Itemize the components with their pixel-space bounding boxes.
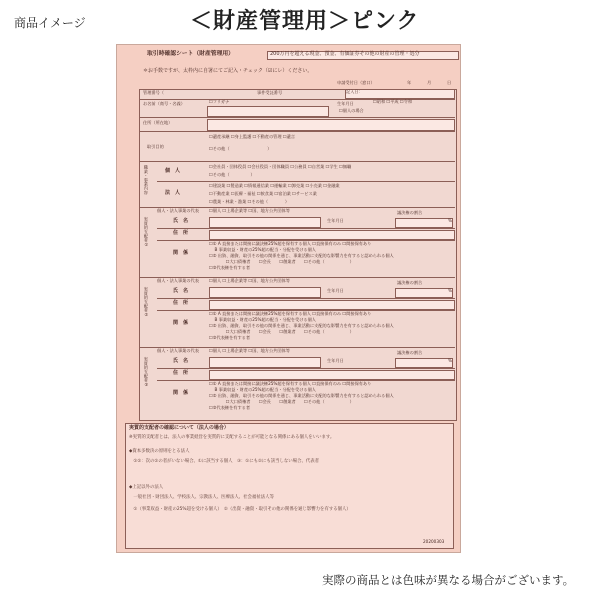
individual-label: 個 人 [165,168,181,174]
serial-number: 20200303 [423,539,445,544]
relation-line[interactable]: ☐③代表権を有する者 [209,335,251,340]
guide-line: ◆資本多数決の原則をとる法人 [129,449,190,454]
relation-line: B 事業収益・財産の25%超の配当・分配を受ける個人 [209,387,316,392]
controller-name-label: 氏 名 [173,218,189,224]
corporate-label: 法 人 [165,190,181,196]
controller-address-label: 住 所 [173,300,189,306]
controller-address-input[interactable] [209,370,455,380]
percent-sign: % [448,358,452,363]
controller-row-label: 個人・法人事業の代表 [157,208,199,213]
page-title: ＜財産管理用＞ピンク [190,9,420,34]
percent-sign: % [448,218,452,223]
controller-address-label: 住 所 [173,230,189,236]
corporate-options-2[interactable]: ☐不動産業 ☐医療・福祉 ☐飲食業 ☐宿泊業 ☐サービス業 [209,191,317,196]
controller-type-options[interactable]: ☐個人 ☐上場企業等 ☐国、地方公共団体等 [209,208,290,213]
relation-line: B 事業収益・財産の25%超の配当・分配を受ける個人 [209,247,316,252]
day-label: 日 [447,80,452,85]
era-options[interactable]: ☐昭和 ☐平成 ☐令和 [373,99,413,104]
relation-line[interactable]: ☐大口債権者 ☐会長 ☐創業者 ☐その他（ ） [209,399,354,404]
controller-address-input[interactable] [209,230,455,240]
individual-options[interactable]: ☐会社員・団体役員 ☐会社役員・団体職員 ☐公務員 ☐自営業 ☐学生 ☐無職 [209,164,352,169]
application-date-label: 申請受付日（窓口） [337,80,375,85]
form-title: 取引時確認シート（財産管理用） [147,51,234,57]
controller-address-input[interactable] [209,300,455,310]
entry-date-label: 記入日： [346,89,363,94]
guide-title: 実質的支配者の確認について（法人の場合） [129,425,229,431]
form-sheet [116,44,461,553]
voting-ratio-label: 議決権の割合 [397,280,423,285]
relation-line[interactable]: ☐大口債権者 ☐会長 ☐創業者 ☐その他（ ） [209,259,354,264]
birth-label: 生年月日 [337,101,354,106]
voting-ratio-input[interactable] [395,358,453,368]
name-label: お名前（商号・名義） [143,101,185,106]
voting-ratio-label: 議決権の割合 [397,350,423,355]
relation-line[interactable]: ☐② 出資、融資、取引その他の関係を通じ、事業活動に支配的な影響力を有すると認められる個人 [209,393,394,398]
guide-line: 一般社団・財団法人、学校法人、宗教法人、医療法人、社会福祉法人等 [129,495,274,500]
relation-line[interactable]: ☐大口債権者 ☐会長 ☐創業者 ☐その他（ ） [209,329,354,334]
address-input[interactable] [207,119,455,131]
controller-address-label: 住 所 [173,370,189,376]
company-number-label: 事件受託番号 [257,90,283,95]
disclaimer-note: 実際の商品とは色味が異なる場合がございます。 [322,573,575,587]
relation-line[interactable]: ☐③代表権を有する者 [209,265,251,270]
guide-line: ①（事業収益・財産の25%超を受ける個人） ②（出資・融資・取引その他の関係を通じ影響力を有する個人） [129,507,351,512]
guide-line: ①②：次の②の者がいない場合、①に該当する個人 ③：①にも②にも該当しない場合、代表者 [129,459,320,464]
purpose-other[interactable]: ☐その他（ ） [209,146,272,151]
contract-number-label: 管理番号（ [143,90,164,95]
controller-birth-label: 生年月日 [327,288,344,293]
controller-type-options[interactable]: ☐個人 ☐上場企業等 ☐国、地方公共団体等 [209,278,290,283]
month-label: 月 [427,80,432,85]
name-input[interactable] [207,106,329,117]
purpose-label: 取引目的 [147,144,164,149]
controller-relation-label: 関 係 [173,250,189,256]
controller-relation-label: 関 係 [173,390,189,396]
relation-line[interactable]: ☐① A 直接または間接に議決権25%超を保有する個人 ☐直接保有のみ ☐間接保有あり [209,381,372,386]
controller-name-label: 氏 名 [173,288,189,294]
relation-line[interactable]: ☐③代表権を有する者 [209,405,251,410]
instruction-text: ＊お手数ですが、太枠内に自署にてご記入・チェック（☑にレ）ください。 [143,68,313,74]
relation-line[interactable]: ☐① A 直接または間接に議決権25%超を保有する個人 ☐直接保有のみ ☐間接保有あり [209,241,372,246]
year-label: 年 [407,80,412,85]
individual-case-label: ☐個人の場合 [339,108,364,113]
guide-line: ※実質的支配者とは、法人の事業経営を実質的に支配することが可能となる関係にある個人をいいます。 [129,435,335,440]
guide-line: ◆上記以外の法人 [129,485,164,490]
individual-other[interactable]: ☐その他（ ） [209,172,255,177]
controller-band-label: 実質的支配者③ [143,357,149,388]
corporate-other[interactable]: ☐農業・林業・漁業 ☐その他（ ） [209,199,290,204]
controller-birth-label: 生年月日 [327,358,344,363]
controller-row-label: 個人・法人事業の代表 [157,278,199,283]
relation-line[interactable]: ☐① A 直接または間接に議決権25%超を保有する個人 ☐直接保有のみ ☐間接保有あり [209,311,372,316]
voting-ratio-input[interactable] [395,288,453,298]
product-image-label: 商品イメージ [14,16,86,30]
controller-birth-label: 生年月日 [327,218,344,223]
occupation-label: 職業・事業内容 [143,165,149,195]
controller-type-options[interactable]: ☐個人 ☐上場企業等 ☐国、地方公共団体等 [209,348,290,353]
furigana-label: ☐フリガナ [209,99,230,104]
percent-sign: % [448,288,452,293]
controller-name-input[interactable] [209,357,321,368]
scope-note: 200万円を超える現金、預金、有価証券その他の財産の管理・処分 [267,51,459,60]
corporate-options[interactable]: ☐建設業 ☐製造業 ☐情報通信業 ☐運輸業 ☐卸売業 ☐小売業 ☐金融業 [209,183,340,188]
relation-line[interactable]: ☐② 出資、融資、取引その他の関係を通じ、事業活動に支配的な影響力を有すると認められる個人 [209,323,394,328]
controller-name-input[interactable] [209,287,321,298]
relation-line[interactable]: ☐② 出資、融資、取引その他の関係を通じ、事業活動に支配的な影響力を有すると認められる個人 [209,253,394,258]
relation-line: B 事業収益・財産の25%超の配当・分配を受ける個人 [209,317,316,322]
controller-relation-label: 関 係 [173,320,189,326]
controller-band-label: 実質的支配者② [143,287,149,318]
purpose-options[interactable]: ☐遺産承継 ☐身上監護 ☐不動産の管理 ☐遺言 [209,134,296,139]
controller-band-label: 実質的支配者① [143,217,149,248]
controller-row-label: 個人・法人事業の代表 [157,348,199,353]
controller-name-label: 氏 名 [173,358,189,364]
controller-name-input[interactable] [209,217,321,228]
voting-ratio-input[interactable] [395,218,453,228]
entry-date-cell[interactable] [345,89,455,99]
address-label: 住所（所在地） [143,120,173,125]
voting-ratio-label: 議決権の割合 [397,210,423,215]
